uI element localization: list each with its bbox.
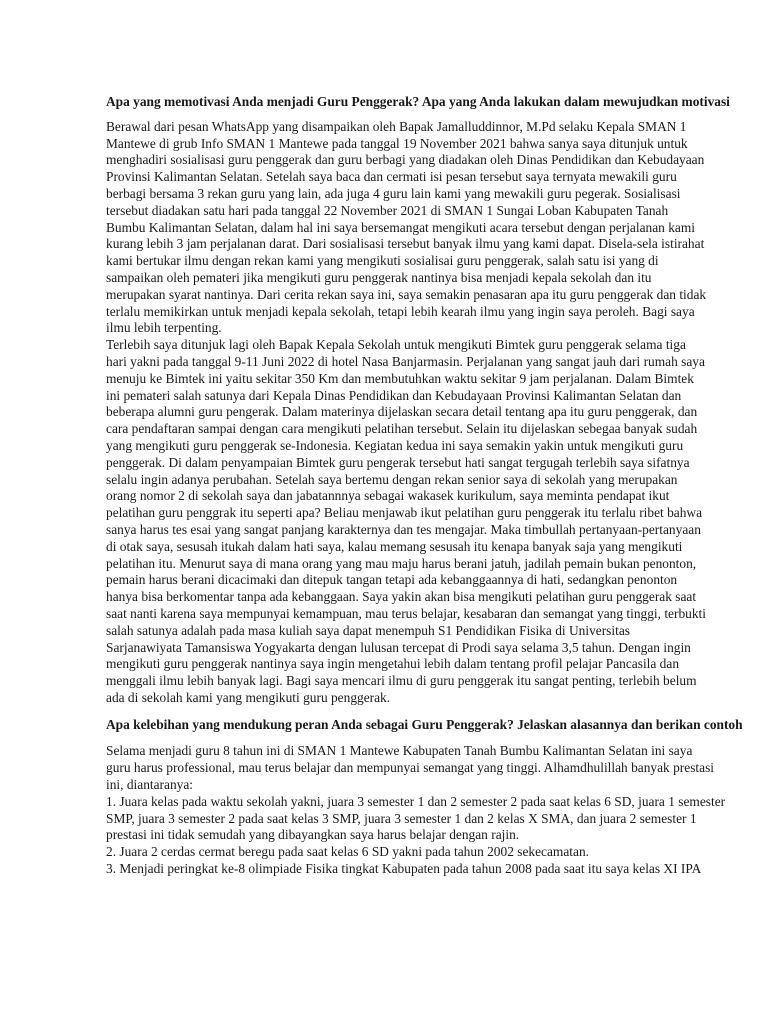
text-line: kami bertukar ilmu dengan rekan kami yang mengikuti sosialisai guru penggerak, salah satu isi yang di: [106, 253, 659, 269]
text-line: Sarjanawiyata Tamansiswa Yogyakarta dengan lulusan tercepat di Prodi saya selama 3,5 tahun. Dengan ingin: [106, 639, 691, 655]
text-line: Bumbu Kalimantan Selatan, dalam hal ini saya bersemangat mengikuti acara tersebut dengan perjalanan kami: [106, 219, 695, 235]
text-line: hanya bisa berkomentar tanpa ada kebanggaan. Saya yakin akan bisa mengikuti pelatihan guru penggerak saat: [106, 589, 697, 605]
text-line: Berawal dari pesan WhatsApp yang disampaikan oleh Bapak Jamalluddinnor, M.Pd selaku Kepala SMAN 1: [106, 118, 687, 134]
text-line: merupakan syarat nantinya. Dari cerita rekan saya ini, saya semakin penasaran apa itu guru penggerak dan tidak: [106, 286, 707, 302]
text-line: mengikuti guru penggerak nantinya saya ingin mengetahui lebih dalam tentang profil pelajar Pancasila dan: [106, 656, 680, 672]
text-line: pemain harus berani dicacimaki dan ditepuk tangan tetapi ada kebanggaannya di hati, sedangkan penonton: [106, 572, 678, 588]
section-2-paragraphs: [106, 743, 768, 877]
text-line: 1. Juara kelas pada waktu sekolah yakni, juara 3 semester 1 dan 2 semester 2 pada saat kelas 6 SD, juara 1 semester: [106, 793, 726, 809]
text-line: Selama menjadi guru 8 tahun ini di SMAN 1 Mantewe Kabupaten Tanah Bumbu Kalimantan Selatan ini saya: [106, 743, 693, 759]
text-line: hari yakni pada tanggal 9-11 Juni 2022 di hotel Nasa Banjarmasin. Perjalanan yang sangat jauh dari rumah saya: [106, 353, 705, 369]
text-line: cara pendaftaran sampai dengan cara mengikuti pelatihan tersebut. Selain itu dijelaskan sebegaa banyak sudah: [106, 421, 698, 437]
text-line: menggali ilmu lebih banyak lagi. Bagi saya mencari ilmu di guru penggerak itu sangat penting, terlebih belum: [106, 673, 697, 689]
text-line: ini pemateri salah satunya dari Kepala Dinas Pendidikan dan Kebudayaan Provinsi Kalimantan Selatan dan: [106, 387, 682, 403]
text-line: menghadiri sosialisasi guru penggerak dan guru berbagi yang diadakan oleh Dinas Pendidikan dan Kebudayaan: [106, 152, 705, 168]
text-line: Provinsi Kalimantan Selatan. Setelah saya baca dan cermati isi pesan tersebut saya ternyata mewakili guru: [106, 169, 677, 185]
text-line: sanya harus tes esai yang sangat panjang karakternya dan tes mengajar. Maka timbullah pertanyaan-pertanyaan: [106, 521, 701, 537]
text-line: pelatihan guru penggrak itu seperti apa? Beliau menjawab ikut pelatihan guru penggerak itu terlalu ribet bahwa: [106, 505, 703, 521]
text-line: sampaikan oleh pemateri jika mengikuti guru penggerak nantinya bisa menjadi kepala sekolah dan itu: [106, 269, 652, 285]
text-line: kurang lebih 3 jam perjalanan darat. Dari sosialisasi tersebut banyak ilmu yang kami dapat. Disela-sela istirahat: [106, 236, 705, 252]
text-line: penggerak. Di dalam penyampaian Bimtek guru pengerak tersebut hati sangat tergugah terlebih saya sifatnya: [106, 454, 690, 470]
text-line: SMP, juara 3 semester 2 pada saat kelas 3 SMP, juara 3 semester 1 dan 2 kelas X SMA, dan juara 2 semester 1: [106, 810, 697, 826]
text-line: 2. Juara 2 cerdas cermat beregu pada saat kelas 6 SD yakni pada tahun 2002 sekecamatan.: [106, 844, 589, 860]
text-line: di otak saya, sesusah itukah dalam hati saya, kalau memang sesusah itu kenapa banyak saja yang mengikuti: [106, 538, 683, 554]
text-line: beberapa alumni guru pengerak. Dalam materinya dijelaskan secara detail tentang apa itu guru penggerak, dan: [106, 404, 698, 420]
text-line: salah satunya adalah pada masa kuliah saya dapat menempuh S1 Pendidikan Fisika di Universitas: [106, 622, 630, 638]
text-line: berbagi bersama 3 rekan guru yang lain, ada juga 4 guru lain kami yang mewakili guru pegerak. Sosialisasi: [106, 185, 681, 201]
text-line: menuju ke Bimtek ini yaitu sekitar 350 Km dan membutuhkan waktu sekitar 9 jam perjalanan. Dalam Bimtek: [106, 370, 694, 386]
text-line: selalu ingin adanya perubahan. Setelah saya bertemu dengan rekan senior saya di sekolah yang merupakan: [106, 471, 678, 487]
text-line: saat nanti karena saya mempunyai kemampuan, mau terus belajar, kesabaran dan semangat yang tinggi, terbukti: [106, 605, 706, 621]
document-body: [106, 94, 768, 878]
text-line: terlalu memikirkan untuk menjadi kepala sekolah, tetapi lebih kearah ilmu yang ingin saya peroleh. Bagi saya: [106, 303, 695, 319]
text-line: guru harus professional, mau terus belajar dan mempunyai semangat yang tinggi. Alhamdhulillah banyak prestasi: [106, 760, 715, 776]
text-line: ini, diantaranya:: [106, 777, 194, 793]
section-2-heading: Apa kelebihan yang mendukung peran Anda sebagai Guru Penggerak? Jelaskan alasannya dan berikan contoh: [106, 716, 743, 732]
text-line: orang nomor 2 di sekolah saya dan jabatannnya sebagai wakasek kurikulum, saya meminta pendapat ikut: [106, 488, 670, 504]
text-line: ada di sekolah kami yang mengikuti guru penggerak.: [106, 689, 391, 705]
section-1-paragraphs: [106, 119, 768, 707]
text-line: Terlebih saya ditunjuk lagi oleh Bapak Kepala Sekolah untuk mengikuti Bimtek guru penggerak selama tiga: [106, 337, 686, 353]
text-line: pelatihan itu. Menurut saya di mana orang yang mau maju harus berani jatuh, jadilah pemain bukan penonton,: [106, 555, 697, 571]
text-line: 3. Menjadi peringkat ke-8 olimpiade Fisika tingkat Kabupaten pada tahun 2008 pada saat itu saya kelas XI IPA: [106, 861, 702, 877]
text-line: Mantewe di grub Info SMAN 1 Mantewe pada tanggal 19 November 2021 bahwa sanya saya ditunjuk untuk: [106, 135, 688, 151]
text-line: prestasi ini tidak semudah yang dibayangkan saya harus belajar dengan rajin.: [106, 827, 520, 843]
section-1-heading: Apa yang memotivasi Anda menjadi Guru Penggerak? Apa yang Anda lakukan dalam mewujudkan motivasi: [106, 94, 730, 109]
text-line: ilmu lebih terpenting.: [106, 320, 222, 336]
text-line: yang mengikuti guru penggerak se-Indonesia. Kegiatan kedua ini saya semakin yakin untuk mengikuti guru: [106, 437, 684, 453]
text-line: tersebut diadakan satu hari pada tanggal 22 November 2021 di SMAN 1 Sungai Loban Kabupaten Tanah: [106, 202, 669, 218]
